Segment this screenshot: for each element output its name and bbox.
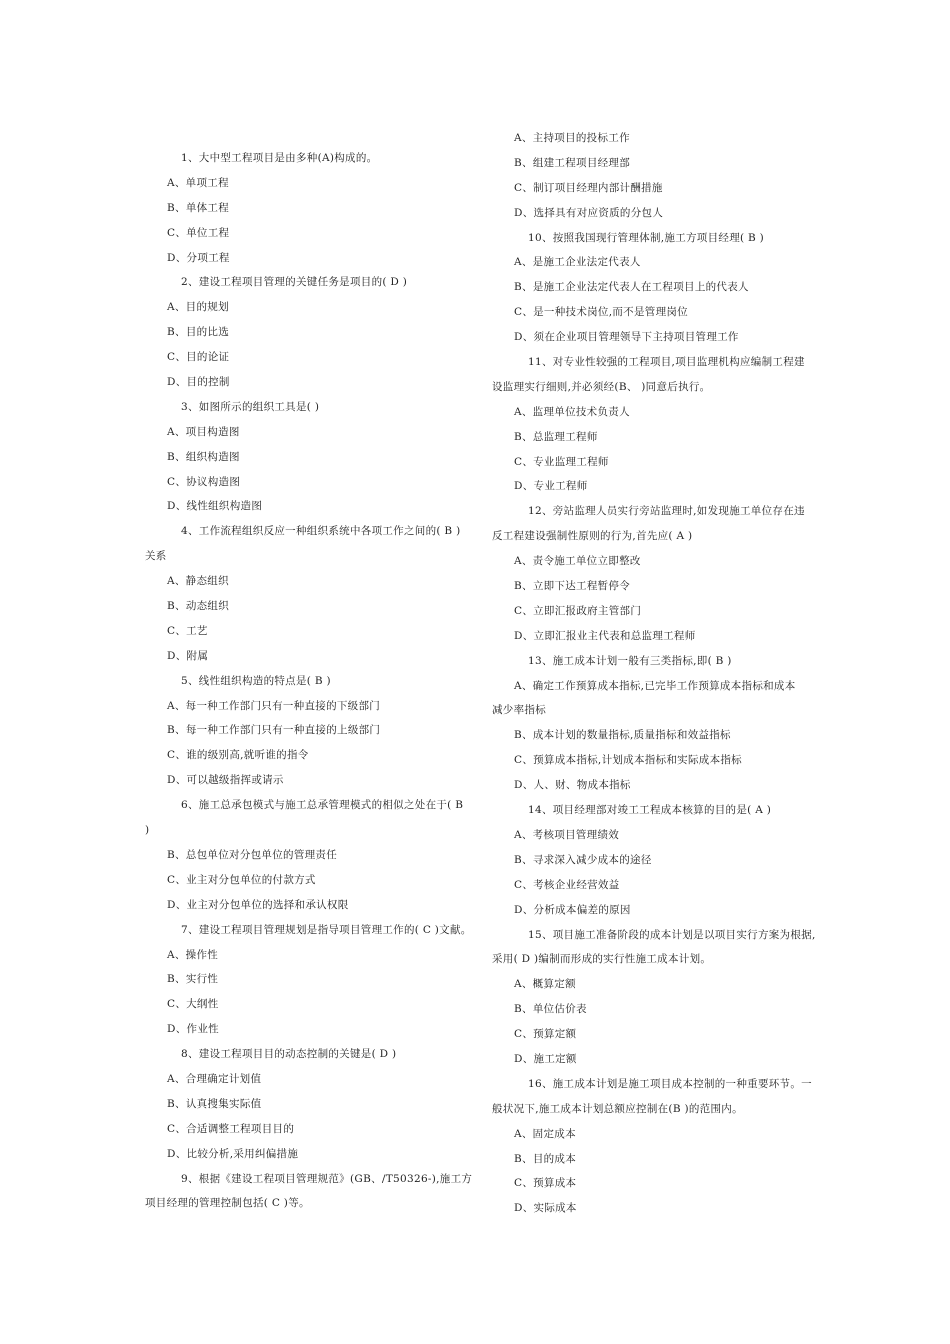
question-text: 13、施工成本计划一般有三类指标,即( B ) bbox=[528, 654, 732, 667]
question-continuation: 设监理实行细则,并必须经(B、 )同意后执行。 bbox=[492, 380, 711, 393]
answer-option: C、预算成本 bbox=[514, 1177, 577, 1190]
answer-option: B、认真搜集实际值 bbox=[167, 1097, 262, 1110]
answer-option: D、人、财、物成本指标 bbox=[514, 779, 631, 792]
question-text: 14、项目经理部对竣工工程成本核算的目的是( A ) bbox=[528, 804, 772, 817]
answer-option: C、单位工程 bbox=[167, 226, 230, 239]
answer-option: D、施工定额 bbox=[514, 1052, 577, 1065]
answer-option: C、预算定额 bbox=[514, 1028, 577, 1041]
answer-option: A、合理确定计划值 bbox=[167, 1072, 262, 1085]
answer-option: D、专业工程师 bbox=[514, 480, 588, 493]
answer-option: C、合适调整工程项目目的 bbox=[167, 1122, 295, 1135]
question-text: 11、对专业性较强的工程项目,项目监理机构应编制工程建 bbox=[528, 356, 805, 369]
answer-option: C、工艺 bbox=[167, 624, 208, 637]
question-text: 5、线性组织构造的特点是( B ) bbox=[181, 674, 331, 687]
question-text: 10、按照我国现行管理体制,施工方项目经理( B ) bbox=[528, 231, 765, 244]
left-column bbox=[145, 146, 475, 1216]
right-column bbox=[492, 126, 816, 1221]
question-continuation: 般状况下,施工成本计划总额应控制在(B )的范围内。 bbox=[492, 1102, 743, 1115]
question-text: 1、大中型工程项目是由多种(A)构成的。 bbox=[181, 152, 378, 164]
answer-option: A、主持项目的投标工作 bbox=[514, 132, 630, 144]
answer-option: A、确定工作预算成本指标,已完毕工作预算成本指标和成本 bbox=[514, 679, 796, 692]
answer-option: B、实行性 bbox=[167, 973, 219, 986]
question-text: 2、建设工程项目管理的关键任务是项目的( D ) bbox=[181, 276, 408, 289]
answer-option: C、制订项目经理内部计酬措施 bbox=[514, 181, 663, 194]
answer-option: D、分项工程 bbox=[167, 251, 230, 264]
answer-option: D、比较分析,采用纠偏措施 bbox=[167, 1147, 299, 1160]
question-text: 15、项目施工准备阶段的成本计划是以项目实行方案为根据, bbox=[528, 928, 816, 941]
answer-option: A、考核项目管理绩效 bbox=[514, 828, 620, 841]
answer-option: B、立即下达工程暂停令 bbox=[514, 580, 631, 593]
answer-option: A、项目构造图 bbox=[167, 425, 240, 438]
question-continuation: ) bbox=[145, 824, 150, 837]
answer-option: C、谁的级别高,就听谁的指令 bbox=[167, 749, 309, 762]
answer-option: C、业主对分包单位的付款方式 bbox=[167, 873, 316, 886]
answer-option: A、单项工程 bbox=[167, 176, 229, 189]
answer-option: B、目的成本 bbox=[514, 1152, 577, 1165]
question-text: 16、施工成本计划是施工项目成本控制的一种重要环节。一 bbox=[528, 1077, 812, 1090]
answer-option: B、组建工程项目经理部 bbox=[514, 156, 631, 169]
question-continuation: 采用( D )编制而形成的实行性施工成本计划。 bbox=[492, 953, 712, 966]
answer-option: B、每一种工作部门只有一种直接的上级部门 bbox=[167, 724, 381, 737]
answer-option: A、静态组织 bbox=[167, 575, 229, 588]
answer-option: C、立即汇报政府主管部门 bbox=[514, 604, 642, 617]
answer-option: B、总监理工程师 bbox=[514, 430, 598, 443]
answer-option: B、单体工程 bbox=[167, 201, 230, 214]
answer-option: B、寻求深入减少成本的途径 bbox=[514, 853, 652, 866]
question-continuation: 项目经理的管理控制包括( C )等。 bbox=[145, 1197, 310, 1210]
answer-option: C、预算成本指标,计划成本指标和实际成本指标 bbox=[514, 754, 742, 767]
answer-option: A、目的规划 bbox=[167, 301, 229, 314]
answer-option: C、大纲性 bbox=[167, 998, 219, 1011]
answer-option: B、单位估价表 bbox=[514, 1003, 587, 1016]
answer-option: D、分析成本偏差的原因 bbox=[514, 903, 631, 916]
answer-option: C、目的论证 bbox=[167, 351, 230, 364]
answer-option: D、作业性 bbox=[167, 1023, 219, 1036]
answer-option: D、须在企业项目管理领导下主持项目管理工作 bbox=[514, 331, 739, 344]
answer-option: A、概算定额 bbox=[514, 978, 576, 991]
question-text: 12、旁站监理人员实行旁站监理时,如发现施工单位存在违 bbox=[528, 505, 805, 518]
answer-option: A、操作性 bbox=[167, 948, 219, 961]
answer-option: B、成本计划的数量指标,质量指标和效益指标 bbox=[514, 729, 731, 742]
question-continuation: 关系 bbox=[145, 550, 167, 563]
answer-option: D、实际成本 bbox=[514, 1202, 577, 1215]
answer-option: C、专业监理工程师 bbox=[514, 455, 609, 468]
answer-option: D、目的控制 bbox=[167, 376, 230, 389]
answer-option: C、是一种技术岗位,而不是管理岗位 bbox=[514, 306, 688, 319]
answer-option: D、立即汇报业主代表和总监理工程师 bbox=[514, 629, 696, 642]
answer-option: A、监理单位技术负责人 bbox=[514, 405, 630, 418]
answer-option: D、业主对分包单位的选择和承认权限 bbox=[167, 898, 349, 911]
question-text: 7、建设工程项目管理规划是指导项目管理工作的( C )文献。 bbox=[181, 923, 472, 936]
answer-option: B、组织构造图 bbox=[167, 450, 240, 463]
answer-option: B、目的比选 bbox=[167, 326, 230, 339]
answer-option: B、是施工企业法定代表人在工程项目上的代表人 bbox=[514, 281, 749, 294]
answer-option: D、选择具有对应资质的分包人 bbox=[514, 206, 664, 219]
answer-option: A、每一种工作部门只有一种直接的下级部门 bbox=[167, 699, 381, 712]
answer-option: A、是施工企业法定代表人 bbox=[514, 256, 641, 269]
answer-option: D、线性组织构造图 bbox=[167, 500, 263, 513]
question-text: 9、根据《建设工程项目管理规范》(GB、/T50326-),施工方 bbox=[181, 1172, 473, 1185]
question-text: 6、施工总承包模式与施工总承管理模式的相似之处在于( B bbox=[181, 799, 464, 812]
answer-option: D、可以越级指挥或请示 bbox=[167, 774, 284, 787]
question-continuation: 反工程建设强制性原则的行为,首先应( A ) bbox=[492, 530, 693, 543]
answer-option: B、动态组织 bbox=[167, 600, 230, 613]
answer-option: A、责令施工单位立即整改 bbox=[514, 555, 641, 568]
answer-option: B、总包单位对分包单位的管理责任 bbox=[167, 848, 338, 861]
answer-option: D、附属 bbox=[167, 649, 209, 662]
question-text: 8、建设工程项目目的动态控制的关键是( D ) bbox=[181, 1048, 397, 1061]
answer-option: C、协议构造图 bbox=[167, 475, 241, 488]
answer-option: A、固定成本 bbox=[514, 1127, 576, 1140]
question-text: 4、工作流程组织反应一种组织系统中各项工作之间的( B ) bbox=[181, 525, 461, 538]
answer-option: C、考核企业经营效益 bbox=[514, 878, 620, 891]
question-continuation: 减少率指标 bbox=[492, 704, 546, 717]
question-text: 3、如图所示的组织工具是( ) bbox=[181, 400, 320, 413]
